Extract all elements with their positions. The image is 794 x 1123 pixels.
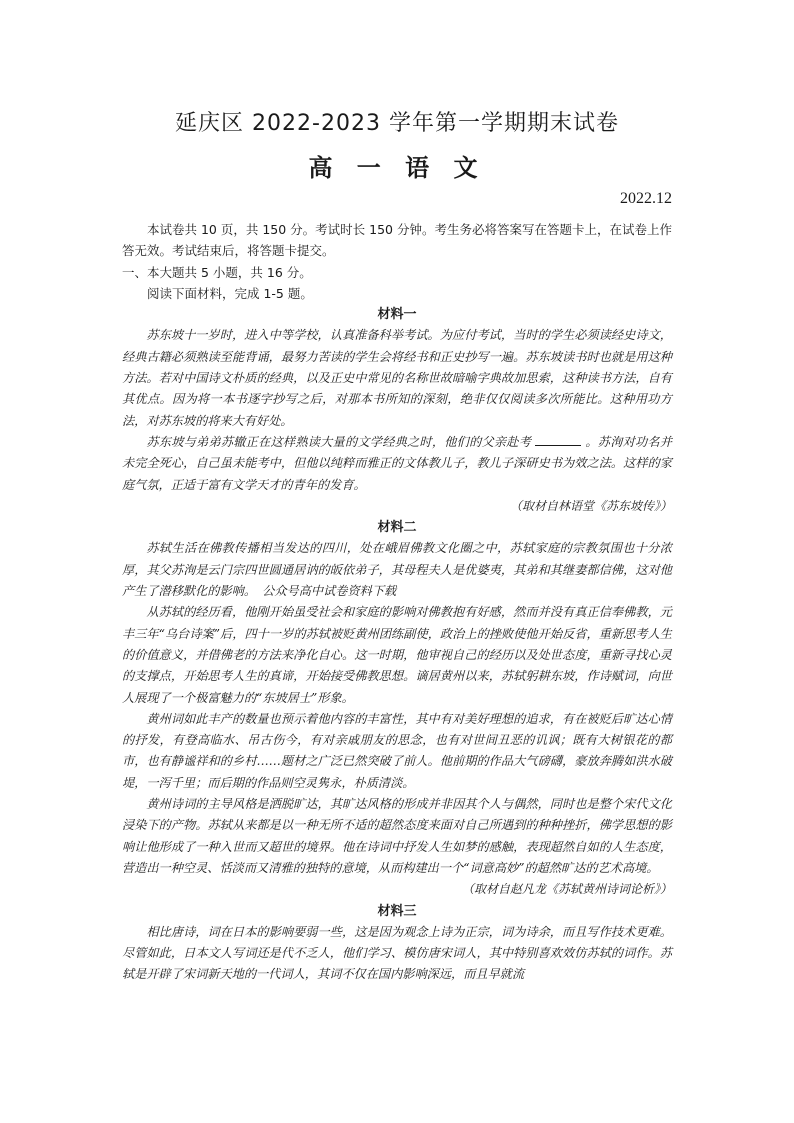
exam-title: 延庆区 2022-2023 学年第一学期期末试卷 [175,111,619,136]
exam-body [122,219,672,986]
material2-heading: 材料二 [377,520,417,536]
material1-source: （取材自林语堂《苏东坡传》） [509,498,672,513]
material2-paragraph-4: 黄州诗词的主导风格是洒脱旷达，其旷达风格的形成并非因其个人与偶然，同时也是整个宋代文化浸染下的产物。苏轼从来都是以一种无所不适的超然态度来面对自己所遇到的种种挫折，佛学思想的影响让他形成了一种入世而又超世的境界。他在诗词中抒发人生如梦的感触，表现超然自如的人生态度，营造出一种空灵、恬淡而又清雅的独特的意境，从而构建出一个“词意高妙”的超然旷达的艺术高境。 [122,797,672,875]
material1-paragraph-2-end: 。苏洵对功名并未完全死心，自己虽未能考中，但他以纯粹而雅正的文体教儿子，教儿子深研史书为效之法。这样的家庭气氛，正适于富有文学天才的青年的发育。 [122,434,673,492]
exam-date: 2022.12 [620,190,672,207]
material2-paragraph-1: 苏轼生活在佛教传播相当发达的四川，处在峨眉佛教文化圈之中，苏轼家庭的宗教氛围也十分浓厚，其父苏洵是云门宗四世圆通居讷的皈依弟子，其母程夫人是优婆夷，其弟和其继妻都信佛，这对他产生了潜移默化的影响。 公众号高中试卷资料下载 [122,541,672,599]
material1-paragraph-1: 苏东坡十一岁时，进入中等学校，认真准备科举考试。为应付考试，当时的学生必须读经史诗文，经典古籍必须熟读至能背诵，最努力苦读的学生会将经书和正史抄写一遍。苏东坡读书时也就是用这种方法。若对中国诗文朴质的经典，以及正史中常见的名称世故暗喻字典故加思索，这种读书方法，自有其优点。因为将一本书逐字抄写之后，对那本书所知的深刻，绝非仅仅阅读多次所能比。这种用功方法，对苏东坡的将来大有好处。 [122,328,672,428]
material1-paragraph-2-start: 苏东坡与弟弟苏辙正在这样熟读大量的文学经典之时，他们的父亲赴考 [146,434,532,449]
material3-heading: 材料三 [377,903,417,919]
exam-notice: 本试卷共 10 页，共 150 分。考试时长 150 分钟。考生务必将答案写在答题卡上，在试卷上作答无效。考试结束后，将答题卡提交。 [122,222,672,259]
section-heading: 一、本大题共 5 小题，共 16 分。 [122,264,312,280]
material3-paragraph-1: 相比唐诗，词在日本的影响要弱一些，这是因为观念上诗为正宗，词为诗余，而且写作技术更难。尽管如此，日本文人写词还是代不乏人，他们学习、模仿唐宋词人，其中特别喜欢效仿苏轼的词作。苏轼是开辟了宋词新天地的一代词人，其词不仅在国内影响深远，而且早就流 [122,924,672,982]
material1-heading: 材料一 [377,307,417,323]
material1-paragraph-2 [122,432,672,496]
reading-instruction: 阅读下面材料，完成 1-5 题。 [147,285,313,301]
fill-blank-line [535,433,581,446]
material2-paragraph-3: 黄州词如此丰产的数量也预示着他内容的丰富性，其中有对美好理想的追求，有在被贬后旷达心情的抒发，有登高临水、吊古伤今，有对亲戚朋友的思念，也有对世间丑恶的讥讽；既有大树银花的都市，也有静谧祥和的乡村……题材之广泛已然突破了前人。他前期的作品大气磅礴，豪放奔腾如洪水破堤，一泻千里；而后期的作品则空灵隽永，朴质清淡。 [122,711,672,790]
exam-subject: 高 一 语 文 [308,154,486,182]
material2-source: （取材自赵凡龙《苏轼黄州诗词论析》） [461,882,672,897]
material2-paragraph-2: 从苏轼的经历看，他刚开始虽受社会和家庭的影响对佛教抱有好感，然而并没有真正信奉佛教，元丰三年“乌台诗案”后，四十一岁的苏轼被贬黄州团练副使，政治上的挫败使他开始反省，重新思考人生的价值意义，并借佛老的方法来净化自心。这一时期，他审视自己的经历以及处世态度，重新寻找心灵的支撑点，开始思考人生的真谛，开始接受佛教思想。谪居黄州以来，苏轼躬耕东坡，作诗赋词，向世人展现了一个极富魅力的“东坡居士”形象。 [122,605,672,705]
